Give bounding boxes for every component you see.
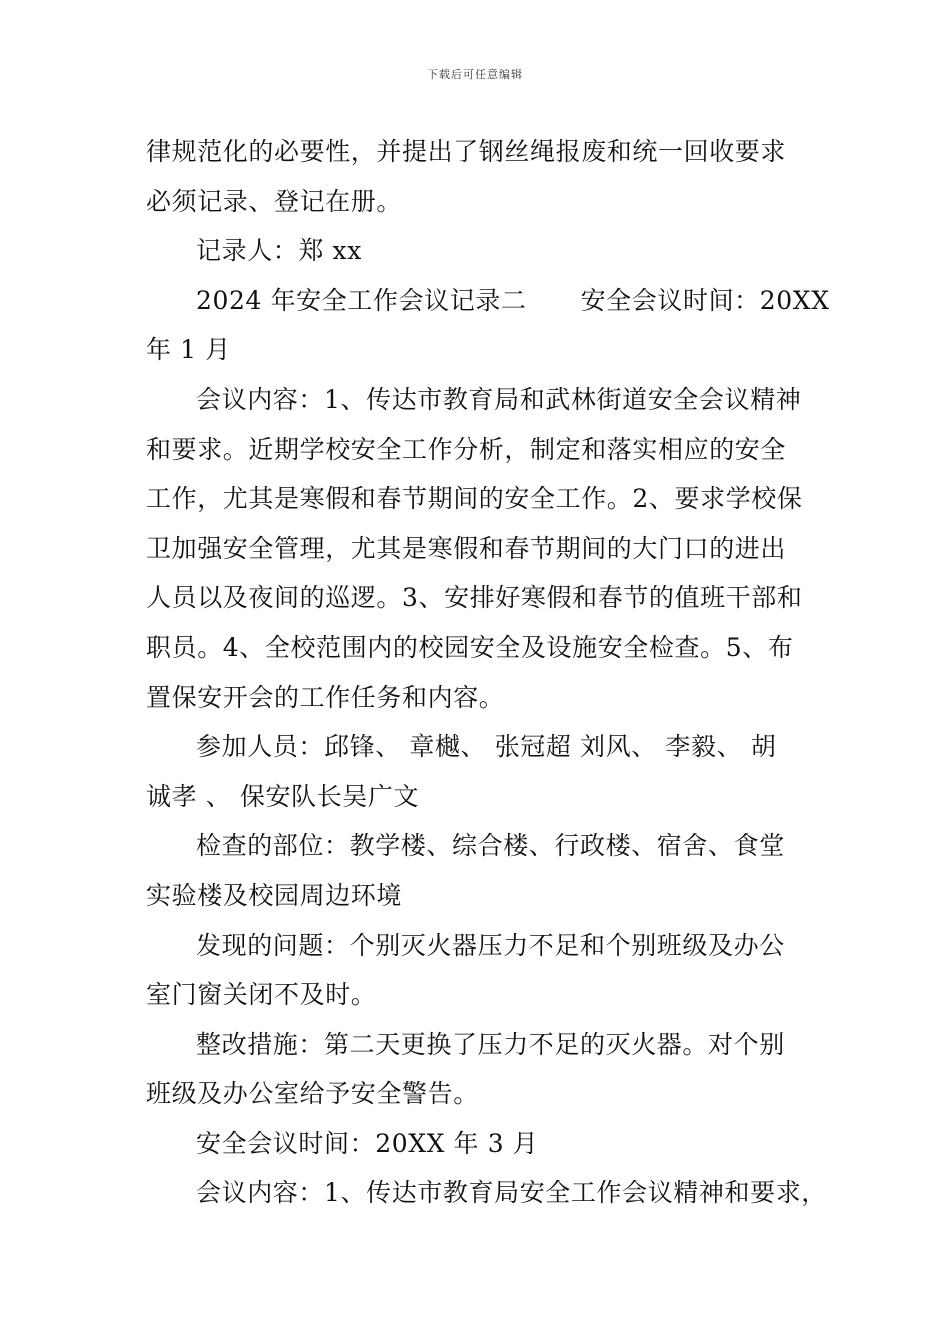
text-line: 置保安开会的工作任务和内容。	[146, 682, 505, 712]
record-title-line	[146, 276, 830, 326]
text-line: 诚孝 、 保安队长吴广文	[146, 781, 420, 811]
text-line: 班级及办公室给予安全警告。	[146, 1079, 479, 1109]
recorder-line: 记录人：郑 xx	[196, 236, 362, 266]
inspected-areas-line: 检查的部位：教学楼、综合楼、行政楼、宿舍、食堂	[196, 831, 785, 861]
text-line: 律规范化的必要性，并提出了钢丝绳报废和统一回收要求	[146, 137, 787, 166]
record-title: 2024 年安全工作会议记录二	[196, 285, 527, 315]
text-line: 人员以及夜间的巡逻。3、安排好寒假和春节的值班干部和	[146, 583, 803, 613]
text-line: 和要求。近期学校安全工作分析，制定和落实相应的安全	[146, 434, 787, 464]
corrective-measures-line: 整改措施：第二天更换了压力不足的灭火器。对个别	[196, 1029, 785, 1059]
page-header-note: 下载后可任意编辑	[427, 68, 523, 81]
meeting-time-label: 安全会议时间：20XX	[580, 285, 830, 315]
text-line: 年 1 月	[146, 335, 231, 365]
meeting-content-line: 会议内容：1、传达市教育局安全工作会议精神和要求，	[196, 1178, 827, 1208]
issues-found-line: 发现的问题：个别灭火器压力不足和个别班级及办公	[196, 930, 785, 960]
meeting-time-line: 安全会议时间：20XX 年 3 月	[196, 1128, 539, 1158]
text-line: 工作，尤其是寒假和春节期间的安全工作。2、要求学校保	[146, 484, 803, 514]
text-line: 职员。4、全校范围内的校园安全及设施安全检查。5、布	[146, 632, 794, 662]
text-line: 室门窗关闭不及时。	[146, 980, 377, 1010]
document-body	[146, 127, 830, 1218]
meeting-content-line: 会议内容：1、传达市教育局和武林街道安全会议精神	[196, 384, 802, 414]
text-line: 卫加强安全管理，尤其是寒假和春节期间的大门口的进出	[146, 533, 787, 563]
attendees-line: 参加人员：邱锋、 章樾、 张冠超 刘风、 李毅、 胡	[196, 732, 777, 762]
text-line: 实验楼及校园周边环境	[146, 880, 403, 910]
text-line: 必须记录、登记在册。	[146, 186, 403, 216]
